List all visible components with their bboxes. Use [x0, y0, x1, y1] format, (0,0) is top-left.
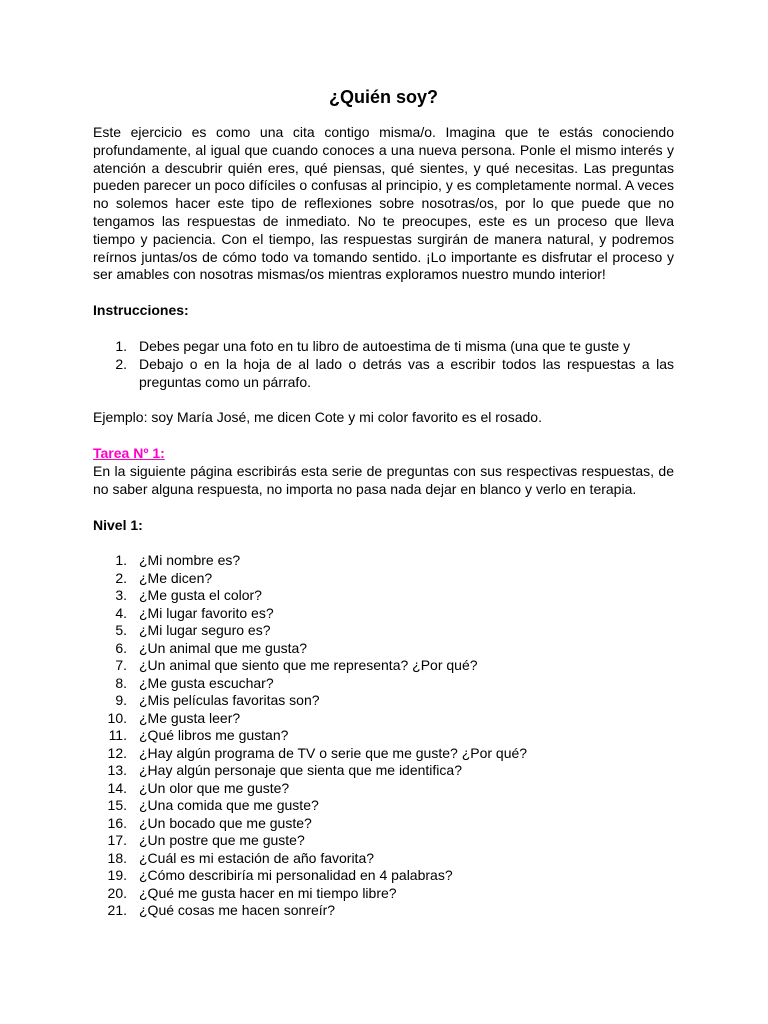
page-title: ¿Quién soy?: [328, 87, 438, 107]
question-item: [93, 885, 674, 903]
question-number: 16.: [107, 814, 127, 831]
question-text: ¿Mi nombre es?: [139, 552, 241, 569]
example-paragraph: Ejemplo: soy María José, me dicen Cote y mi color favorito es el rosado.: [93, 409, 542, 426]
question-number: 4.: [115, 604, 127, 621]
question-text: ¿Qué cosas me hacen sonreír?: [139, 902, 336, 919]
question-text: ¿Me dicen?: [139, 569, 213, 586]
question-item: [93, 605, 674, 623]
intro-paragraph: Este ejercicio es como una cita contigo misma/o. Imagina que te estás conociendo profundamente, al igual que cuando conoces a una nueva persona. Ponle el mismo interés y atención a descubrir quién eres, qué piensas, qué sientes, y qué necesitas. Las preguntas pueden parecer un poco difíciles o confusas al principio, y es completamente normal. A veces no solemos hacer este tipo de reflexiones sobre nosotras/os, por lo que puede que no tengamos las respuestas de inmediato. No te preocupes, este es un proceso que lleva tiempo y paciencia. Con el tiempo, las respuestas surgirán de manera natural, y podremos reírnos juntas/os de cómo todo va tomando sentido. ¡Lo importante es disfrutar el proceso y ser amables con nosotras mismas/os mientras exploramos nuestro mundo interior!: [93, 124, 674, 283]
task-title: Tarea Nº 1:: [93, 445, 165, 462]
question-text: ¿Hay algún programa de TV o serie que me guste? ¿Por qué?: [139, 744, 528, 761]
question-item: [93, 797, 674, 815]
question-item: [93, 570, 674, 588]
question-number: 5.: [115, 622, 127, 639]
question-number: 6.: [115, 639, 127, 656]
question-text: ¿Me gusta leer?: [139, 709, 241, 726]
task-description: En la siguiente página escribirás esta serie de preguntas con sus respectivas respuestas, de no saber alguna respuesta, no importa no pasa nada dejar en blanco y verlo en terapia.: [93, 462, 674, 497]
question-number: 13.: [107, 762, 127, 779]
question-item: [93, 850, 674, 868]
question-text: ¿Me gusta escuchar?: [139, 674, 274, 691]
question-number: 3.: [115, 587, 127, 604]
question-item: [93, 622, 674, 640]
question-text: ¿Un bocado que me guste?: [139, 814, 312, 831]
question-number: 12.: [107, 744, 127, 761]
instruction-number: 2.: [115, 355, 127, 372]
question-item: [93, 710, 674, 728]
questions-list: [93, 552, 674, 920]
question-item: [93, 657, 674, 675]
question-text: ¿Qué me gusta hacer en mi tiempo libre?: [139, 884, 397, 901]
question-text: ¿Un animal que siento que me representa? ¿Por qué?: [139, 657, 478, 674]
question-number: 9.: [115, 692, 127, 709]
instructions-list: [93, 338, 674, 391]
question-item: [93, 815, 674, 833]
question-text: ¿Una comida que me guste?: [139, 797, 319, 814]
question-number: 7.: [115, 657, 127, 674]
question-number: 15.: [107, 797, 127, 814]
level-heading: Nivel 1:: [93, 516, 143, 533]
question-item: [93, 832, 674, 850]
instruction-item: [93, 338, 674, 356]
question-number: 14.: [107, 779, 127, 796]
document-page: [93, 86, 674, 920]
question-number: 1.: [115, 552, 127, 569]
question-item: [93, 587, 674, 605]
question-text: ¿Un postre que me guste?: [139, 832, 305, 849]
question-text: ¿Mis películas favoritas son?: [139, 692, 320, 709]
question-item: [93, 692, 674, 710]
question-text: ¿Cuál es mi estación de año favorita?: [139, 849, 375, 866]
question-number: 18.: [107, 849, 127, 866]
question-number: 11.: [108, 727, 127, 744]
instruction-number: 1.: [115, 337, 127, 354]
question-number: 19.: [107, 867, 127, 884]
instruction-text: Debajo o en la hoja de al lado o detrás vas a escribir todos las respuestas a las preguntas como un párrafo.: [139, 355, 674, 390]
question-item: [93, 745, 674, 763]
question-item: [93, 867, 674, 885]
question-item: [93, 762, 674, 780]
question-number: 21.: [107, 902, 127, 919]
instruction-text: Debes pegar una foto en tu libro de autoestima de ti misma (una que te guste y: [139, 337, 631, 354]
question-number: 10.: [107, 709, 127, 726]
question-text: ¿Me gusta el color?: [139, 587, 262, 604]
question-item: [93, 780, 674, 798]
question-item: [93, 902, 674, 920]
question-text: ¿Un animal que me gusta?: [139, 639, 308, 656]
question-number: 17.: [107, 832, 127, 849]
question-text: ¿Cómo describiría mi personalidad en 4 palabras?: [139, 867, 453, 884]
question-text: ¿Hay algún personaje que sienta que me identifica?: [139, 762, 462, 779]
question-text: ¿Mi lugar favorito es?: [139, 604, 274, 621]
question-number: 8.: [115, 674, 127, 691]
question-text: ¿Mi lugar seguro es?: [139, 622, 271, 639]
question-number: 20.: [107, 884, 127, 901]
question-item: [93, 727, 674, 745]
question-item: [93, 675, 674, 693]
question-item: [93, 640, 674, 658]
instruction-item: [93, 356, 674, 392]
question-text: ¿Un olor que me guste?: [139, 779, 290, 796]
instructions-heading: Instrucciones:: [93, 302, 189, 319]
question-item: [93, 552, 674, 570]
question-text: ¿Qué libros me gustan?: [139, 727, 289, 744]
question-number: 2.: [115, 569, 127, 586]
